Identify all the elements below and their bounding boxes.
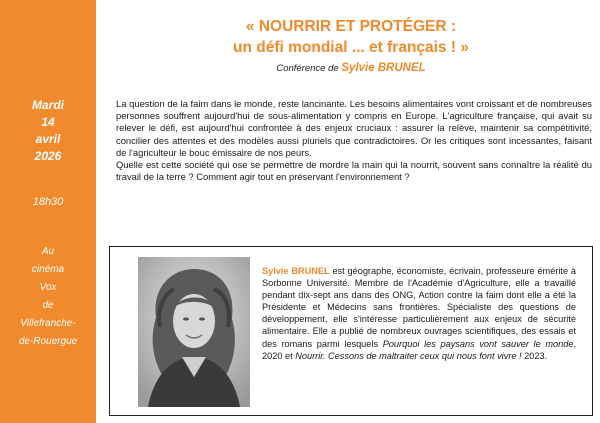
bio-text [262,265,576,362]
date-year: 2026 [34,149,62,163]
venue-line: Villefranche- [20,318,76,329]
subtitle [110,62,592,74]
bio-text-part-2: , 2020 et [262,338,576,361]
venue-line: cinéma [31,264,65,275]
bio-name: Sylvie BRUNEL [262,266,330,276]
intro-paragraph-2: Quelle est cette société qui ose se permettre de mordre la main qui la nourrit, souvent sans connaître la réalité du travail de la terre ? Comment agir tout en préservant l'environnement ? [116,159,592,183]
page-title [110,16,592,58]
sidebar [0,0,96,423]
title-line-1: « NOURRIR ET PROTÉGER : [245,18,457,35]
venue-line: de [42,300,54,311]
speaker-photo [138,257,250,407]
venue-line: Vox [39,282,57,293]
date-month: avril [35,132,61,146]
header [110,16,592,74]
intro-paragraph-1: La question de la faim dans le monde, reste lancinante. Les besoins alimentaires vont croissant et de nombreuses personnes souffrent aujourd'hui de sous-alimentation y compris en Europe. L'agriculture française, qui avait su relever le défi, est aujourd'hui confrontée à des enjeux cruciaux : assurer la relève, maintenir sa compétitivité, concilier des attentes et des modèles aussi pluriels que contradictoires. Or les critiques sont incessantes, faisant de l'agriculteur le bouc émissaire de nos peurs. [116,98,592,158]
date-day: Mardi [31,98,64,112]
date-number: 14 [41,115,55,129]
book-title-1: Pourquoi les paysans vont sauver le monde [382,338,574,349]
bio-text-part-3: 2023. [521,350,548,361]
subtitle-prefix: Conférence de [276,63,339,74]
event-time: 18h30 [32,196,64,208]
intro-text [116,98,592,183]
book-title-2: Nourrir. Cessons de maltraiter ceux qui nous font vivre ! [295,350,522,361]
venue-line: Au [41,246,55,257]
title-line-2: un défi mondial ... et français ! » [233,39,469,56]
bio-box [109,246,593,416]
speaker-name: Sylvie BRUNEL [341,62,426,74]
bio-text-part-1: est géographe, économiste, écrivain, professeure émérite à Sorbonne Université. Membre de l'Académie d'Agriculture, elle a travaillé pendant dix-sept ans dans des ONG, Action contre la faim dont elle a été la Présidente et Médecins sans frontières. Spécialiste des questions de développement, elle s'intéresse particulièrement aux enjeux de sécurité alimentaire. Elle a publié de nombreux ouvrages scientifiques, des essais et des romans parmi lesquels [262,266,576,349]
event-venue [0,243,96,351]
event-date [0,97,96,165]
venue-line: de-Rouergue [18,336,78,347]
portrait-image [138,257,250,407]
